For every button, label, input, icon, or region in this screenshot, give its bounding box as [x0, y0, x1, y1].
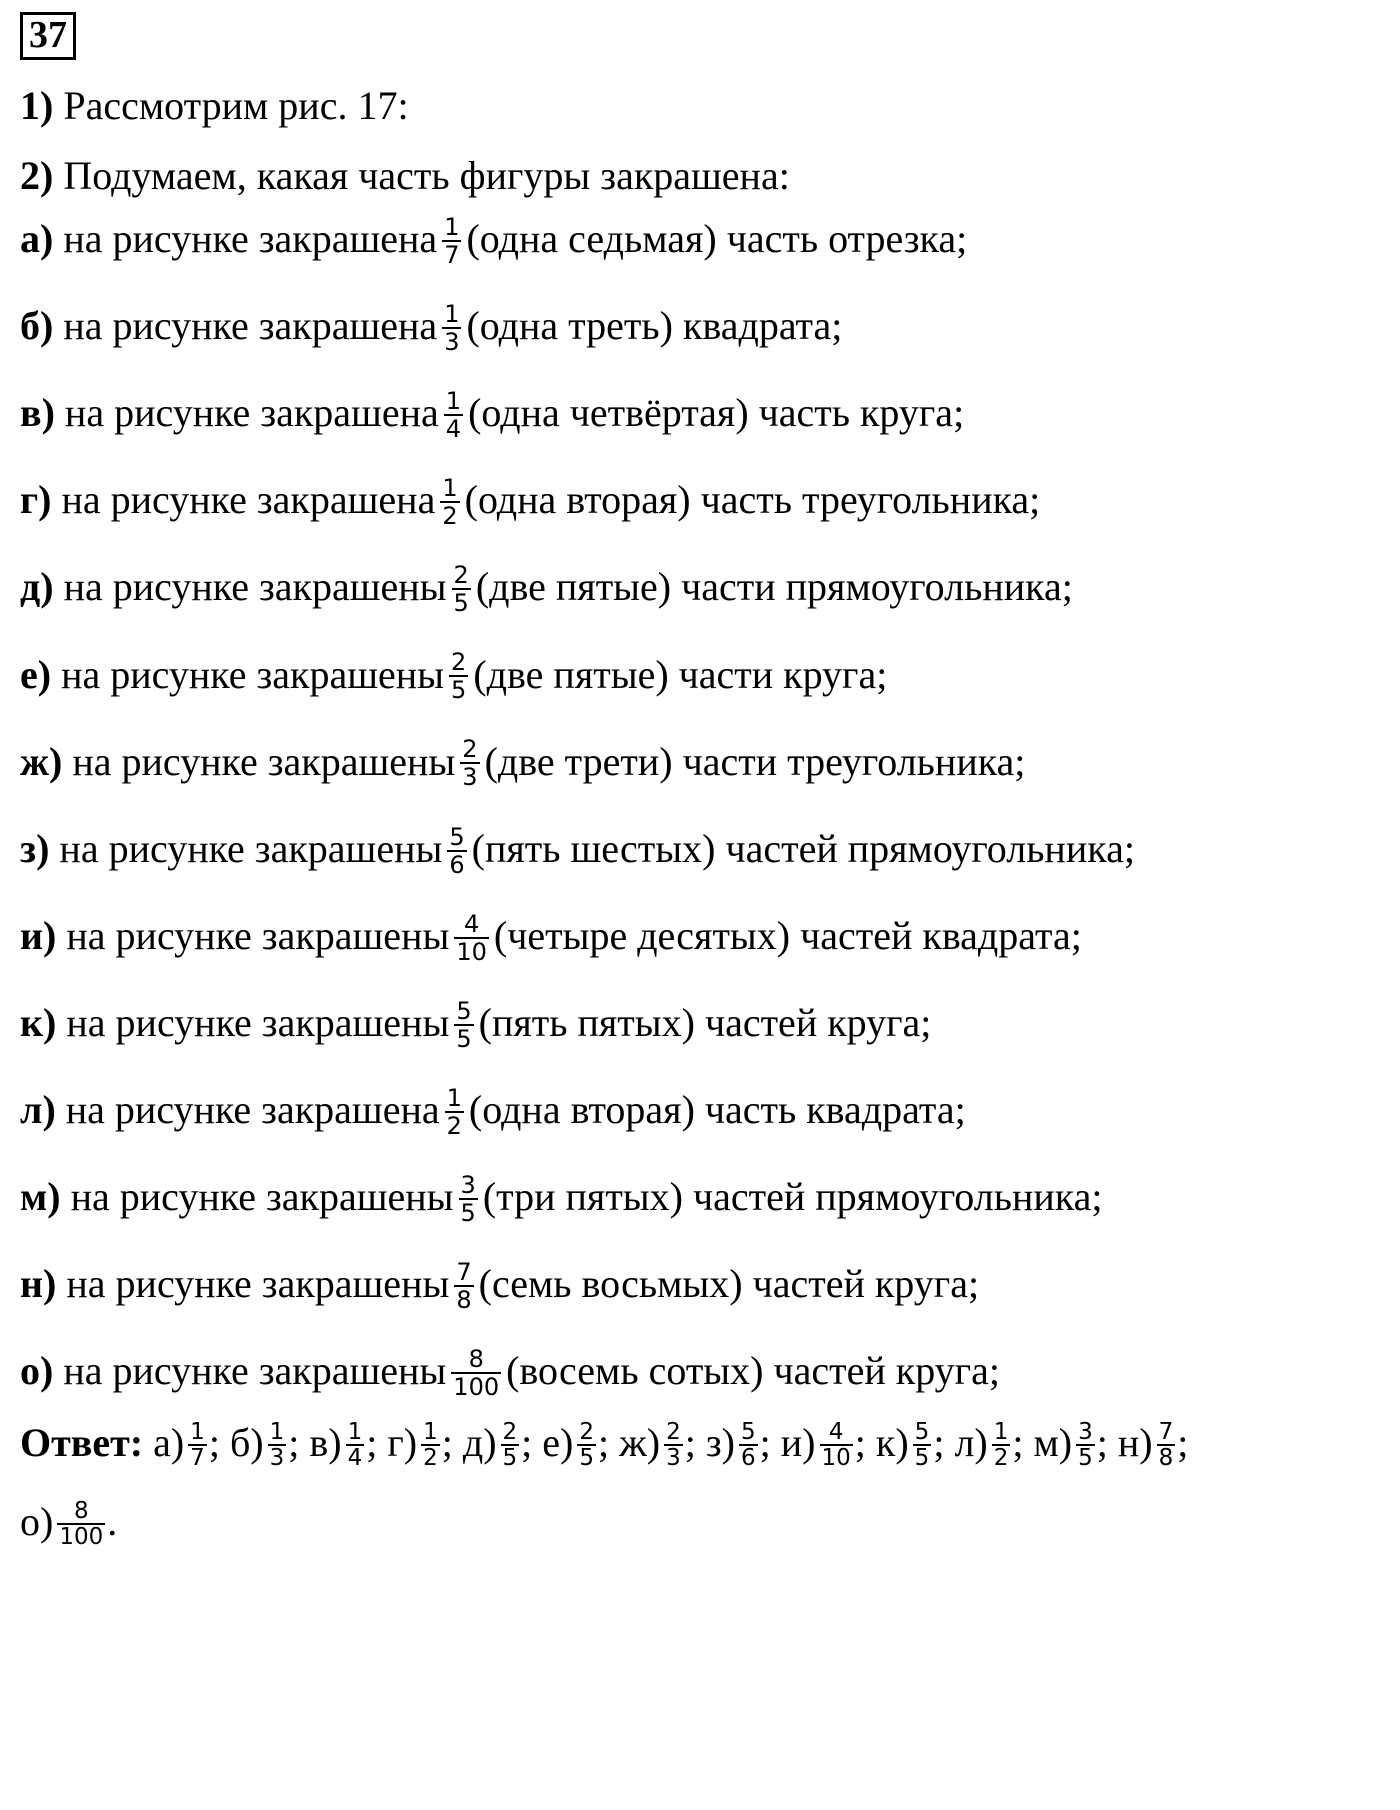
- fraction: [268, 1420, 287, 1470]
- answer-key: в): [309, 1420, 342, 1465]
- fraction-numerator: 7: [456, 1258, 472, 1286]
- fraction-denominator: 3: [269, 1444, 285, 1471]
- item-label: з): [20, 825, 50, 871]
- item-label: м): [20, 1174, 61, 1220]
- fraction-denominator: 10: [456, 937, 487, 966]
- answer-separator: .: [107, 1499, 118, 1544]
- answer-separator: ;: [441, 1420, 453, 1465]
- fraction-denominator: 5: [1078, 1444, 1093, 1471]
- item-line: [20, 1347, 1000, 1402]
- item-label: г): [20, 477, 52, 523]
- item-line: [20, 563, 1073, 618]
- answer-key: и): [780, 1420, 816, 1465]
- fraction: [739, 1420, 758, 1470]
- item-line: [20, 822, 1135, 880]
- item-label: к): [20, 999, 57, 1045]
- answer-line-2: [20, 1498, 117, 1551]
- answer-key: ж): [619, 1420, 661, 1465]
- item-line: [20, 1083, 966, 1141]
- item-label: д): [20, 564, 54, 610]
- item-text-after: (две трети) части треугольника;: [484, 738, 1026, 784]
- fraction: [460, 736, 479, 790]
- fraction-denominator: 5: [460, 1198, 476, 1227]
- item-text-after: (восемь сотых) частей круга;: [506, 1348, 1000, 1394]
- item-text-before: на рисунке закрашены: [66, 912, 450, 958]
- fraction-denominator: 4: [445, 415, 462, 443]
- fraction: [1157, 1420, 1176, 1470]
- item-line: [20, 996, 932, 1054]
- fraction-denominator: 6: [449, 850, 465, 879]
- item-text-before: на рисунке закрашены: [66, 999, 450, 1045]
- fraction-denominator: 10: [821, 1444, 851, 1471]
- fraction: [454, 998, 473, 1052]
- item-line: [20, 909, 1082, 967]
- answer-separator: ;: [598, 1420, 610, 1465]
- answer-separator: ;: [521, 1420, 533, 1465]
- item-text-after: (одна вторая) часть квадрата;: [468, 1087, 966, 1132]
- fraction: [501, 1420, 520, 1470]
- answer-line-1: [20, 1419, 1188, 1472]
- fraction: [449, 649, 468, 703]
- answer-key: б): [229, 1420, 264, 1465]
- answer-key: е): [542, 1420, 574, 1465]
- fraction-numerator: 8: [468, 1345, 484, 1374]
- fraction: [452, 562, 471, 616]
- fraction: [992, 1420, 1011, 1470]
- fraction-numerator: 1: [269, 1418, 285, 1445]
- answer-key: л): [954, 1420, 988, 1465]
- item-label: а): [20, 216, 54, 261]
- fraction-numerator: 5: [456, 996, 472, 1025]
- fraction: [442, 301, 461, 355]
- item-line: [20, 648, 888, 706]
- item-text-after: (три пятых) частей прямоугольника;: [482, 1174, 1103, 1220]
- fraction-denominator: 3: [462, 763, 478, 792]
- item-label: н): [20, 1261, 57, 1307]
- fraction-numerator: 2: [462, 735, 478, 764]
- answer-separator: ;: [684, 1420, 696, 1465]
- fraction: [664, 1420, 683, 1470]
- item-text-before: на рисунке закрашена: [61, 477, 436, 523]
- fraction: [442, 214, 461, 268]
- step-label: 1): [20, 83, 54, 128]
- fraction-denominator: 100: [59, 1523, 104, 1550]
- answer-separator: ;: [1096, 1420, 1108, 1465]
- item-text-before: на рисунке закрашена: [65, 1087, 440, 1132]
- fraction-denominator: 3: [444, 327, 460, 356]
- answer-separator: ;: [854, 1420, 866, 1465]
- fraction-numerator: 4: [463, 909, 480, 938]
- answer-key: г): [387, 1420, 418, 1465]
- item-line: [20, 476, 1040, 531]
- answer-separator: ;: [1012, 1420, 1024, 1465]
- fraction-numerator: 7: [1158, 1418, 1174, 1445]
- step-text: Рассмотрим рис. 17:: [63, 83, 409, 128]
- item-text-before: на рисунке закрашена: [63, 216, 438, 261]
- answer-separator: ;: [208, 1420, 220, 1465]
- fraction: [451, 1346, 501, 1400]
- fraction-denominator: 2: [446, 1111, 462, 1140]
- fraction-denominator: 7: [190, 1444, 205, 1471]
- item-text-after: (одна вторая) часть треугольника;: [464, 477, 1041, 523]
- fraction-numerator: 1: [445, 387, 462, 415]
- item-text-before: на рисунке закрашены: [72, 738, 456, 784]
- item-line: [20, 1260, 979, 1315]
- fraction: [454, 1259, 473, 1313]
- answer-separator: ;: [288, 1420, 300, 1465]
- fraction-numerator: 8: [73, 1497, 89, 1524]
- fraction-numerator: 2: [453, 561, 469, 590]
- fraction-denominator: 2: [442, 502, 458, 531]
- answer-key: а): [153, 1420, 185, 1465]
- item-text-before: на рисунке закрашены: [63, 1348, 447, 1394]
- answer-separator: ;: [759, 1420, 771, 1465]
- fraction-denominator: 3: [666, 1444, 681, 1471]
- fraction: [913, 1420, 932, 1470]
- item-line: [20, 1170, 1103, 1228]
- fraction-denominator: 5: [456, 1024, 472, 1053]
- fraction-denominator: 100: [453, 1373, 500, 1402]
- item-line: [20, 299, 843, 357]
- fraction: [459, 1172, 478, 1226]
- fraction-numerator: 1: [190, 1418, 205, 1445]
- answer-key: д): [462, 1420, 497, 1465]
- fraction-denominator: 2: [993, 1444, 1009, 1471]
- item-label: и): [20, 912, 57, 958]
- solution-page: [20, 10, 1380, 1550]
- fraction-numerator: 1: [423, 1418, 438, 1445]
- fraction: [1076, 1420, 1095, 1470]
- answer-key: о): [20, 1499, 54, 1544]
- item-text-after: (семь восьмых) частей круга;: [478, 1261, 980, 1307]
- fraction-denominator: 5: [579, 1444, 595, 1471]
- fraction-numerator: 5: [449, 822, 465, 851]
- fraction-numerator: 1: [347, 1418, 363, 1445]
- item-line: [20, 212, 968, 270]
- fraction: [346, 1420, 365, 1470]
- item-text-after: (одна треть) квадрата;: [466, 303, 843, 349]
- item-text-after: (пять пятых) частей круга;: [478, 999, 932, 1045]
- step-label: 2): [20, 153, 54, 198]
- answer-label: Ответ:: [20, 1420, 144, 1465]
- fraction: [445, 1085, 464, 1139]
- item-text-before: на рисунке закрашены: [59, 825, 443, 871]
- fraction-denominator: 5: [914, 1444, 930, 1471]
- fraction-denominator: 5: [502, 1444, 518, 1471]
- item-text-before: на рисунке закрашена: [64, 390, 439, 436]
- item-text-before: на рисунке закрашена: [63, 303, 438, 349]
- fraction-numerator: 3: [460, 1170, 476, 1199]
- fraction-denominator: 6: [741, 1444, 756, 1471]
- item-label: б): [20, 303, 54, 349]
- answer-separator: ;: [933, 1420, 945, 1465]
- fraction: [577, 1420, 596, 1470]
- fraction-numerator: 3: [1078, 1418, 1093, 1445]
- fraction-denominator: 4: [347, 1444, 363, 1471]
- fraction-numerator: 2: [502, 1418, 518, 1445]
- fraction-numerator: 2: [451, 648, 467, 677]
- item-label: ж): [20, 738, 63, 784]
- answer-key: з): [705, 1420, 735, 1465]
- fraction-denominator: 7: [444, 240, 460, 269]
- fraction: [421, 1420, 440, 1470]
- item-text-after: (пять шестых) частей прямоугольника;: [471, 825, 1135, 871]
- item-text-before: на рисунке закрашены: [66, 1261, 450, 1307]
- fraction-denominator: 2: [423, 1444, 438, 1471]
- fraction: [57, 1499, 105, 1549]
- answer-key: к): [875, 1420, 909, 1465]
- step-1: [20, 82, 409, 130]
- item-label: в): [20, 390, 55, 436]
- fraction-numerator: 5: [741, 1418, 756, 1445]
- fraction-numerator: 5: [914, 1418, 930, 1445]
- fraction-numerator: 1: [446, 1083, 462, 1112]
- fraction: [454, 911, 489, 965]
- problem-number-badge: 37: [20, 12, 76, 60]
- item-label: о): [20, 1348, 54, 1394]
- fraction: [444, 388, 463, 442]
- item-label: л): [20, 1087, 56, 1132]
- answer-key: м): [1033, 1420, 1073, 1465]
- fraction-numerator: 2: [666, 1418, 681, 1445]
- fraction-numerator: 1: [444, 212, 460, 241]
- step-text: Подумаем, какая часть фигуры закрашена:: [63, 153, 790, 198]
- item-label: е): [20, 651, 52, 697]
- fraction-numerator: 1: [993, 1418, 1009, 1445]
- answer-separator: ;: [366, 1420, 378, 1465]
- fraction-denominator: 5: [451, 676, 467, 705]
- item-text-after: (четыре десятых) частей квадрата;: [493, 912, 1082, 958]
- answer-separator: ;: [1177, 1420, 1189, 1465]
- fraction-numerator: 1: [444, 299, 460, 328]
- fraction: [188, 1420, 207, 1470]
- item-text-after: (две пятые) части круга;: [473, 651, 888, 697]
- item-text-after: (две пятые) части прямоугольника;: [475, 564, 1073, 610]
- fraction-denominator: 8: [456, 1286, 472, 1314]
- step-2: [20, 152, 790, 200]
- fraction-numerator: 1: [442, 474, 458, 503]
- item-text-after: (одна седьмая) часть отрезка;: [466, 216, 968, 261]
- fraction-denominator: 8: [1158, 1444, 1174, 1471]
- fraction: [447, 824, 466, 878]
- item-line: [20, 389, 964, 444]
- item-line: [20, 735, 1026, 793]
- fraction: [820, 1420, 853, 1470]
- item-text-after: (одна четвёртая) часть круга;: [468, 390, 965, 436]
- fraction-denominator: 5: [453, 589, 469, 618]
- item-text-before: на рисунке закрашены: [61, 651, 445, 697]
- fraction-numerator: 4: [828, 1418, 844, 1445]
- fraction: [440, 475, 459, 529]
- item-text-before: на рисунке закрашены: [63, 564, 447, 610]
- fraction-numerator: 2: [579, 1418, 595, 1445]
- answer-key: н): [1117, 1420, 1153, 1465]
- item-text-before: на рисунке закрашены: [70, 1174, 454, 1220]
